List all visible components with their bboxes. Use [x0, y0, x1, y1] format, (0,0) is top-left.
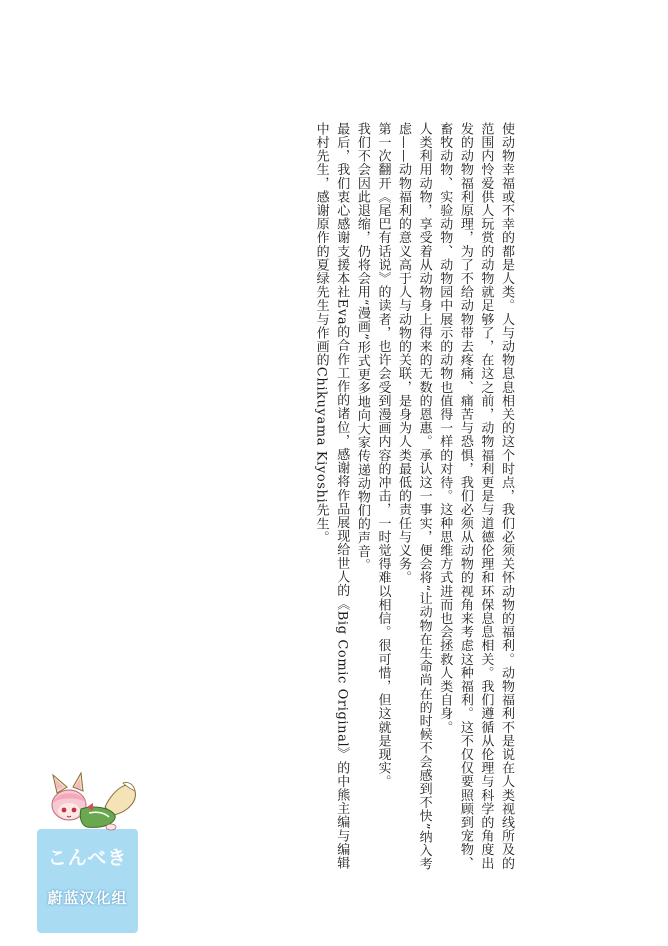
paragraph-2: 人类利用动物，享受着从动物身上得来的无数的恩惠。承认这一事实，便会将“让动物在生命尚在的时候不会感到不快”纳入考虑——动物福利的意义高于人与动物的关联，是身为人类最低的责任与义务。 [396, 122, 432, 871]
paragraph-5: 最后，我们衷心感谢支援本社Eva的合作工作的诸位，感谢将作品展现给世人的《Big Comic Original》的中熊主编与编辑中村先生，感谢原作的夏绿先生与作画的Chikuyama Kiyoshi先生。 [313, 122, 350, 870]
paragraph-3: 第一次翻开《尾巴有话说》的读者，也许会受到漫画内容的冲击，一时觉得难以相信。很可惜，但这就是现实。 [375, 122, 391, 789]
badge-title: こんべき [47, 847, 128, 869]
paragraph-4: 我们不会因此退缩，仍将会用“漫画”形式更多地向大家传递动物们的声音。 [354, 122, 370, 572]
badge-subtitle: 蔚蓝汉化组 [47, 889, 128, 907]
fox-girl-mascot-icon [43, 769, 138, 839]
badge-card [37, 829, 138, 933]
paragraph-1: 使动物幸福或不幸的都是人类。人与动物息息相关的这个时点，我们必须关怀动物的福利。动物福利不是说在人类视线所及的范围内怜爱供人玩赏的动物就足够了，在这之前，动物福利更是与道德伦理和环保息息相关。我们遵循从伦理与科学的角度出发的动物福利原理，为了不给动物带去疼痛、痛苦与恐惧，我们必须从动物的视角来考虑这种福利。这不仅仅要照顾到宠物、畜牧动物、实验动物、动物园中展示的动物也值得一样的对待。这种思维方式进而也会拯救人类自身。 [437, 122, 514, 870]
afterword-text [310, 122, 516, 882]
scanlation-group-badge [37, 769, 138, 933]
